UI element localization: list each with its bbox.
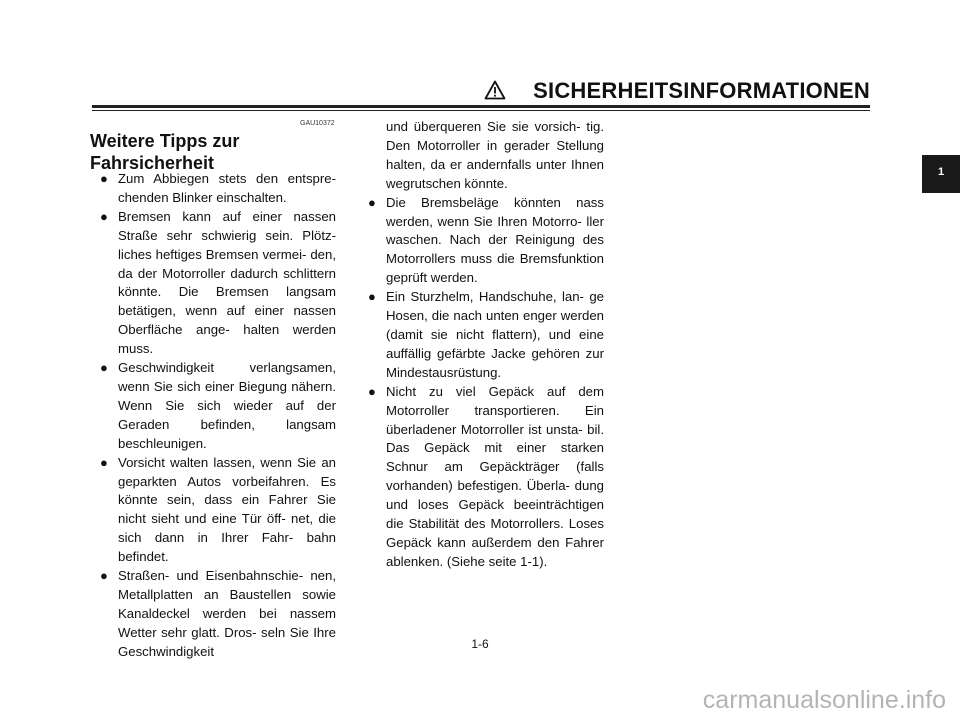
bullet-text: Geschwindigkeit verlangsamen, wenn Sie sich einer Biegung nähern. Wenn Sie sich wieder auf der Geraden befinden, langsam beschleunigen. xyxy=(118,360,336,451)
bullet-item xyxy=(100,208,336,359)
header-rule-thin xyxy=(92,110,870,111)
bullet-item xyxy=(368,288,604,383)
bullet-text: Zum Abbiegen stets den entspre- chenden Blinker einschalten. xyxy=(118,171,336,205)
bullet-item xyxy=(100,170,336,208)
bullet-text: Nicht zu viel Gepäck auf dem Motorroller transportieren. Ein überladener Motorroller ist unsta- bil. Das Gepäck mit einer starken Schnur am Gepäckträger (falls vorhanden) befestigen. Überla- dung und loses Gepäck beeinträchtigen die Stabilität des Motorrollers. Loses Gepäck kann außerdem den Fahrer ablenken. (Siehe seite 1-1). xyxy=(386,383,604,569)
bullet-text: Straßen- und Eisenbahnschie- nen, Metallplatten an Baustellen sowie Kanaldeckel werden bei nassem Wetter sehr glatt. Dros- seln Sie Ihre Geschwindigkeit xyxy=(118,568,336,659)
warning-triangle-icon xyxy=(484,80,506,100)
bullet-icon: ● xyxy=(100,454,108,470)
bullet-text: Ein Sturzhelm, Handschuhe, lan- ge Hosen, die nach unten enger werden (damit sie nicht flattern), und eine auffällig gefärbte Jacke gehören zur Mindestausrüstung. xyxy=(386,289,604,380)
bullet-icon: ● xyxy=(100,568,108,584)
chapter-tab xyxy=(922,155,960,193)
header-title: SICHERHEITSINFORMATIONEN xyxy=(533,78,870,103)
page-header xyxy=(484,76,870,106)
bullet-text: Vorsicht walten lassen, wenn Sie an geparkten Autos vorbeifahren. Es könnte sein, dass ein Fahrer Sie nicht sieht und eine Tür öff- net, die sich dann in Ihrer Fahr- bahn befindet. xyxy=(118,454,336,565)
bullet-text: Bremsen kann auf einer nassen Straße sehr schwierig sein. Plötz- liches heftiges Bremsen vermei- den, da der Motorroller dadurch schlittern könnte. Die Bremsen langsam betätigen, wenn auf einer nassen Oberfläche ange- halten werden muss. xyxy=(118,208,336,357)
bullet-icon: ● xyxy=(100,171,108,186)
page-number: 1-6 xyxy=(471,637,489,651)
bullet-icon: ● xyxy=(368,194,376,210)
bullet-icon: ● xyxy=(100,208,108,224)
header-rule xyxy=(92,105,870,108)
section-title xyxy=(90,130,239,174)
bullet-text: und überqueren Sie sie vorsich- tig. Den Motorroller in gerader Stellung halten, da er andernfalls unter Ihnen wegrutschen könnte. xyxy=(386,119,604,191)
bullet-icon: ● xyxy=(368,383,376,399)
bullet-text: Die Bremsbeläge könnten nass werden, wenn Sie Ihren Motorro- ller waschen. Nach der Reinigung des Motorrollers muss die Bremsfunktion geprüft werden. xyxy=(386,194,604,286)
bullet-item xyxy=(100,359,336,454)
bullet-item xyxy=(368,194,604,289)
bullet-icon: ● xyxy=(368,289,376,305)
bullet-item xyxy=(100,454,336,567)
watermark: carmanualsonline.info xyxy=(702,686,946,714)
reference-code: GAU10372 xyxy=(300,120,335,127)
section-title-line: Fahrsicherheit xyxy=(90,153,215,173)
bullet-icon: ● xyxy=(100,360,108,376)
text-column-left xyxy=(100,170,336,662)
bullet-item xyxy=(368,383,604,572)
text-column-right xyxy=(368,118,604,572)
continuation-paragraph xyxy=(386,118,604,194)
chapter-tab-number: 1 xyxy=(937,166,945,178)
section-title-line: Weitere Tipps zur xyxy=(90,131,240,151)
